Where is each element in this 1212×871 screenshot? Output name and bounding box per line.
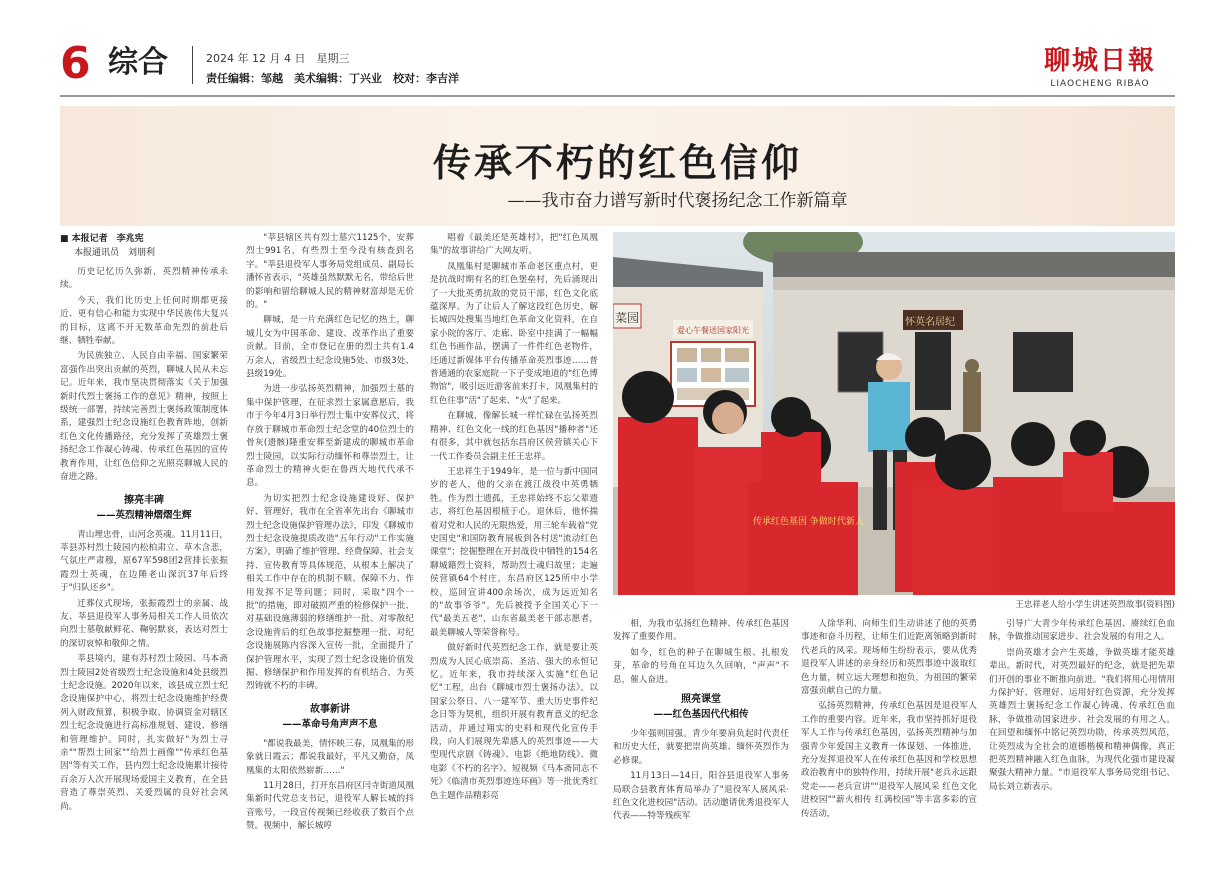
text-column-1 [60,232,228,862]
paragraph: 崇尚英雄才会产生英雄，争做英雄才能英雄辈出。新时代，对英烈最好的纪念，就是把先辈们开创的事业不断推向前进。"我们将用心用情用力保护好、管理好、运用好红色资源，充分发挥英雄烈士褒扬纪念工作凝心铸魂、传承红色血脉，争做推动国家进步、社会发展的有用之人。在回望和缅怀中铭记英烈功勋，传承英烈风范，让英烈成为全社会的道德楷模和精神偶像，真正把英烈精神融入红色血脉，为现代化强市建设凝聚强大精神力量。"市退役军人事务局党组书记、局长刘立新表示。 [989,647,1175,792]
article-headline: 传承不朽的红色信仰 [432,140,802,185]
header-rule [60,95,1175,97]
text-column-6 [989,618,1175,868]
col1b-paragraphs [60,529,228,815]
section-2-subtitle: ——革命号角声声不息 [282,718,378,730]
paragraph: 为民族独立、人民自由幸福、国家繁荣富强作出突出贡献的英烈，聊城人民从未忘记。近年来，我市坚决贯彻落实《关于加强新时代烈士褒扬工作的意见》精神，按照上级统一部署，持续完善烈士褒扬政策制度体系，建强烈士纪念设施红色教育阵地，创新红色文化传播路径，充分发挥了英雄烈士褒扬纪念工作凝心铸魂、传承红色基因的宣传教育作用，让红色信仰之光照亮聊城人民的奋进之路。 [60,351,228,483]
paragraph: 历史记忆历久弥新，英烈精神传承永续。 [60,267,228,291]
byline-reporter: ■ 本报记者 李兆宪 [60,234,144,244]
section-name: 综合 [108,45,168,80]
col4b-paragraphs [613,728,789,824]
paragraph: 王忠祥生于1949年，是一位与新中国同岁的老人，他的父亲在渡江战役中英勇牺牲。作为烈士遗孤，王忠祥始终不忘父辈遗志，将红色基因根植于心。退休后，他怀揣着对党和人民的无限热爱，用三轮车载着"党史国史"和国防教育展板到各村送"流动红色课堂"；挖掘整理在开封战役中牺牲的154名聊城籍烈士资料，帮助烈士魂归故里；走遍侯营镇64个村庄，东昌府区125所中小学校，巡回宣讲400余场次，成为远近知名的"故事爷爷"。先后被授予全国关心下一代"最美五老"，山东省最美老干部志愿者，最美聊城人等荣誉称号。 [430,466,598,638]
text-column-2 [246,232,414,862]
byline [60,232,228,260]
photo-sign-left: 爱心午餐送国家阳光 [677,326,749,335]
paragraph: "莘县辖区共有烈士墓穴1125个，安葬烈士991名，有些烈士至今没有核查到名字。"莘县退役军人事务局党组成员、副局长潘怀省表示，"英雄虽然默默无名，带给后世的影响和留给聊城人民的精神财富却是无价的。" [246,233,414,311]
headline-banner [60,106,1175,226]
paragraph: 凤凰集村是聊城市革命老区重点村，更是抗战时期有名的红色堡垒村，先后涌现出了一大批英勇抗敌的党员干部，红色文化底蕴深厚。为了让后人了解这段红色历史，解长城四处搜集当地红色革命文化资料，在自家小院的客厅、走廊、卧室中挂满了一幅幅红色书画作品，摆满了一件件红色老物件，还通过新媒体平台传播革命英烈事迹……普普通通的农家庭院一下子变成地道的"红色博物馆"，吸引远近游客前来打卡，凤凰集村的红色往事"活"了起来、"火"了起来。 [430,261,598,406]
paragraph: 少年强则国强。青少年要肩负起时代责任和历史大任，就要把崇尚英雄、缅怀英烈作为必修课。 [613,729,789,766]
paragraph: 11月13日—14日，阳谷县退役军人事务局联合县教育体育局举办了"退役军人展风采·红色文化进校园"活动。活动邀请优秀退役军人代表——特等残疾军 [613,771,789,822]
text-column-4 [613,618,789,868]
paragraph: 引导广大青少年传承红色基因、赓续红色血脉，争做推动国家进步、社会发展的有用之人。 [989,619,1175,643]
paragraph: 为进一步弘扬英烈精神，加强烈士墓的集中保护管理，在征求烈士家属意愿后，我市于今年4月3日举行烈士集中安葬仪式，将存放于聊城市革命烈士纪念堂的40位烈士的骨灰(遗骸)隆重安葬至新建成的聊城市革命烈士陵园，以实际行动缅怀和尊崇烈士，让革命烈士的精神火炬在鲁西大地代代承不息。 [246,384,414,489]
masthead-title: 聊城日報 [1043,46,1156,76]
paragraph: 莘县境内，建有苏村烈士陵园、马本斋烈士陵园2处省级烈士纪念设施和4处县级烈士纪念设施。2020年以来，该县成立烈士纪念设施保护中心，将烈士纪念设施维护经费列入财政预算，积极争取、协调资金对辖区烈士纪念设施进行高标准规划、建设、修缮和管理维护。同时，扎实做好"为烈士寻亲""帮烈士回家""给烈士画像""传承红色基因"等有关工作，县内烈士纪念设施累计接待百余万人次开展现场爱国主义教育，在全县营造了尊崇英烈、关爱烈属的良好社会风尚。 [60,654,228,812]
section-2-title: 故事新讲 ——革命号角声声不息 [246,702,414,732]
photo-caption: 王忠祥老人给小学生讲述英烈故事(资料图) [1015,600,1175,610]
paragraph: 相，为我市弘扬红色精神、传承红色基因发挥了重要作用。 [613,619,789,643]
paragraph: 唱着《最美还是英雄村》，把"红色凤凰集"的故事讲给广大网友听。 [430,233,598,257]
paragraph: 为切实把烈士纪念设施建设好、保护好、管理好，我市在全省率先出台《聊城市烈士纪念设施保护管理办法》，印发《聊城市烈士纪念设施提质改造"五年行动"工作实施方案》，明确了维护管理、经费保障、社会支持、宣传教育等具体规范，从根本上解决了相关工作中存在的机制不顺、保障不力、作用发挥不足等问题；同时，采取"四个一批"的措施，即对破损严重的检修保护一批、对基础设施薄弱的修缮维护一批、对零散纪念设施背后的红色故事挖掘整理一批、对纪念设施展陈内容深入宣传一批，全面提升了保护管理水平，实现了烈士纪念设施价值发掘、修缮保护和作用发挥的有机结合，为英烈铸就不朽的丰碑。 [246,493,414,692]
paragraph: 人徐华利、向师生们生动讲述了他的英勇事迹和奋斗历程，让师生们近距离领略到新时代老兵的风采。现场师生纷纷表示，要从优秀退役军人讲述的亲身经历和英烈事迹中汲取红色力量，树立远大理想和抱负，为祖国的繁荣富强贡献自己的力量。 [801,619,977,697]
issue-date: 2024 年 12 月 4 日 星期三 [206,52,350,65]
section-1-title: 擦亮丰碑 ——英烈精神熠熠生辉 [60,493,228,523]
paragraph: 如今，红色的种子在聊城生根、扎根发芽，革命的号角在耳边久久回响，"声声"不息，催人奋进。 [613,647,789,685]
photo-sign-right: 怀英名居纪 [905,317,955,328]
col6-paragraphs [989,618,1175,794]
masthead-logo [1030,40,1170,89]
photo-shirt-text: 传承红色基因 争做时代新人 [753,517,864,527]
paragraph: 迁葬仪式现场，张振霞烈士的亲属、战友、莘县退役军人事务局相关工作人员依次向烈士墓敬献鲜花、鞠躬默哀，表达对烈士的深切哀悼和敬仰之情。 [60,598,228,649]
editor-credits: 责任编辑：邹越 美术编辑：丁兴业 校对：李吉洋 [206,72,459,85]
text-column-3 [430,232,598,862]
paragraph: 弘扬英烈精神，传承红色基因是退役军人工作的重要内容。近年来，我市坚持抓好退役军人工作与传承红色基因，弘扬英烈精神与加强青少年爱国主义教育一体谋划、一体推进，充分发挥退役军人在传承红色基因和学校思想政治教育中的独特作用，持续开展"老兵永远跟党走——老兵宣讲""退役军人展风采 红色文化进校园""薪火相传 红满校园"等丰富多彩的宣传活动， [801,701,977,819]
paragraph: 做好新时代英烈纪念工作，就是要让英烈成为人民心底崇高、圣洁、强大的永恒记忆。近年来，我市持续深入实施"红色记忆"工程，出台《聊城市烈士褒扬办法》，以国家公祭日、八一建军节、重大历史事件纪念日等为契机，组织开展有教育意义的纪念活动，并通过翔实的史料和现代化宣传手段，向人们展现先辈感人的英烈事迹——大型现代京剧《铸魂》、电影《绝地防线》、微电影《不朽的名字》、短视频《马本斋同志不死》《临清市英烈事迹连环画》等一批优秀红色主题作品精彩亮 [430,643,598,801]
paragraph: 11月28日，打开东昌府区闫寺街道凤凰集新时代党总支书记，退役军人解长城的抖音账号，一段宣传视频已经收获了数百个点赞。视频中，解长城哼 [246,781,414,832]
photo-board-text: 菜园 [615,311,640,325]
section-3-subtitle: ——红色基因代代相传 [653,709,749,721]
photo-illustration [613,232,1175,595]
section-1-subtitle: ——英烈精神熠熠生辉 [96,509,192,521]
col5-paragraphs [801,618,977,821]
col2-paragraphs [246,232,414,694]
byline-correspondent: 本报通讯员 刘朋利 [74,248,156,258]
masthead-pinyin: LIAOCHENG RIBAO [1050,79,1150,89]
header-separator [192,46,193,84]
paragraph: 聊城，是一片充满红色记忆的热土，聊城儿女为中国革命、建设、改革作出了重要贡献。目前，全市登记在册的烈士共有1.4万余人，省级烈士纪念设施5处、市级3处、县级19处。 [246,315,414,380]
col2b-paragraphs [246,738,414,834]
paragraph: 今天，我们比历史上任何时期都更接近、更有信心和能力实现中华民族伟大复兴的目标，这离不开无数革命先烈的前赴后继、牺牲奉献。 [60,295,228,347]
col1-paragraphs [60,266,228,485]
col4-paragraphs [613,618,789,687]
page-number: 6 [60,38,91,89]
paragraph: "都说我最美，情怀映三春，凤凰集的形象就日霞云；都说我最好，平凡又勤奋，凤凰集的太阳依然崭新……" [246,738,414,776]
paragraph: 在聊城，像解长城一样忙碌在弘扬英烈精神、红色文化一线的红色基因"播种者"还有很多，其中就包括东昌府区侯营镇关心下一代工作委员会副主任王忠祥。 [430,411,598,462]
col3-paragraphs [430,232,598,803]
article-subheadline: ——我市奋力谱写新时代褒扬纪念工作新篇章 [507,191,848,211]
article-photo [613,232,1175,595]
section-3-title: 照亮课堂 ——红色基因代代相传 [613,692,789,722]
text-column-5 [801,618,977,868]
paragraph: 青山埋忠骨，山河念英魂。11月11日，莘县苏村烈士陵园内松柏肃立、草木含悲，气氛庄严肃穆，原67军598团2营排长张振霞烈士英魂，在边陲老山深沉37年后终于"归队还乡"。 [60,529,228,594]
